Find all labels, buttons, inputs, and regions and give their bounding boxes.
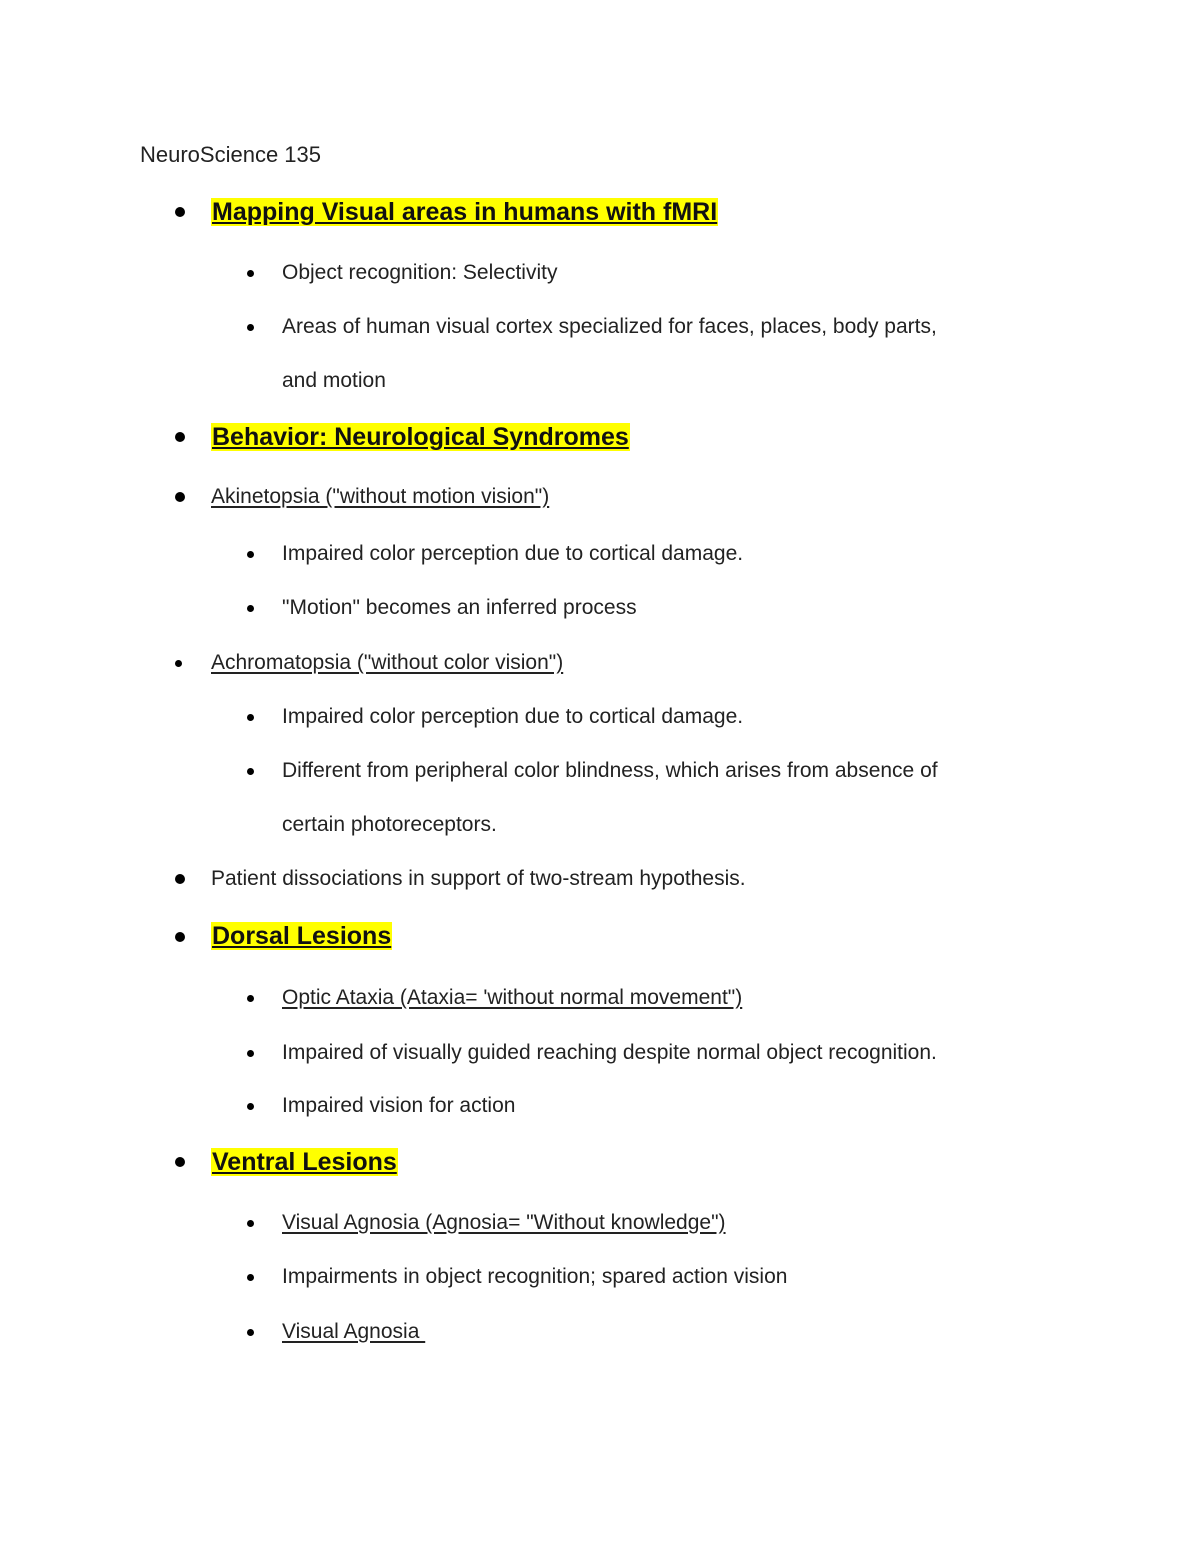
visual-agnosia-label: Visual Agnosia xyxy=(282,1320,426,1343)
bullet xyxy=(175,207,185,217)
list-item-continuation: and motion xyxy=(282,369,386,392)
bullet xyxy=(175,1157,185,1167)
list-item: Different from peripheral color blindness, which arises from absence of xyxy=(282,759,938,782)
visual-agnosia-definition-label: Visual Agnosia (Agnosia= "Without knowledge") xyxy=(282,1211,726,1234)
bullet xyxy=(247,1274,254,1281)
bullet xyxy=(247,605,254,612)
akinetopsia-label: Akinetopsia ("without motion vision") xyxy=(211,485,550,508)
bullet xyxy=(247,1050,254,1057)
list-item: Patient dissociations in support of two-stream hypothesis. xyxy=(211,867,746,890)
bullet xyxy=(175,874,185,884)
list-item: Object recognition: Selectivity xyxy=(282,261,558,284)
bullet xyxy=(247,768,254,775)
bullet xyxy=(247,714,254,721)
list-item: Impaired color perception due to cortical damage. xyxy=(282,542,744,565)
list-item-continuation: certain photoreceptors. xyxy=(282,813,497,836)
bullet xyxy=(247,1103,254,1110)
heading-behavior-neurological-syndromes: Behavior: Neurological Syndromes xyxy=(212,423,629,451)
bullet xyxy=(247,270,254,277)
bullet xyxy=(247,551,254,558)
bullet xyxy=(175,492,185,502)
bullet xyxy=(247,1220,254,1227)
list-item: Areas of human visual cortex specialized for faces, places, body parts, xyxy=(282,315,937,338)
list-item: Impaired color perception due to cortical damage. xyxy=(282,705,744,728)
achromatopsia-label: Achromatopsia ("without color vision") xyxy=(211,651,564,674)
bullet xyxy=(175,660,182,667)
bullet xyxy=(247,995,254,1002)
list-item: "Motion" becomes an inferred process xyxy=(282,596,637,619)
list-item: Impaired of visually guided reaching despite normal object recognition. xyxy=(282,1041,937,1064)
heading-mapping-visual-areas: Mapping Visual areas in humans with fMRI xyxy=(212,198,718,226)
document-title: NeuroScience 135 xyxy=(140,142,322,167)
heading-ventral-lesions: Ventral Lesions xyxy=(212,1148,397,1176)
heading-dorsal-lesions: Dorsal Lesions xyxy=(212,922,392,950)
bullet xyxy=(175,932,185,942)
optic-ataxia-label: Optic Ataxia (Ataxia= 'without normal movement") xyxy=(282,986,743,1009)
bullet xyxy=(175,432,185,442)
bullet xyxy=(247,324,254,331)
bullet xyxy=(247,1329,254,1336)
list-item: Impairments in object recognition; spared action vision xyxy=(282,1265,788,1288)
list-item: Impaired vision for action xyxy=(282,1094,516,1117)
